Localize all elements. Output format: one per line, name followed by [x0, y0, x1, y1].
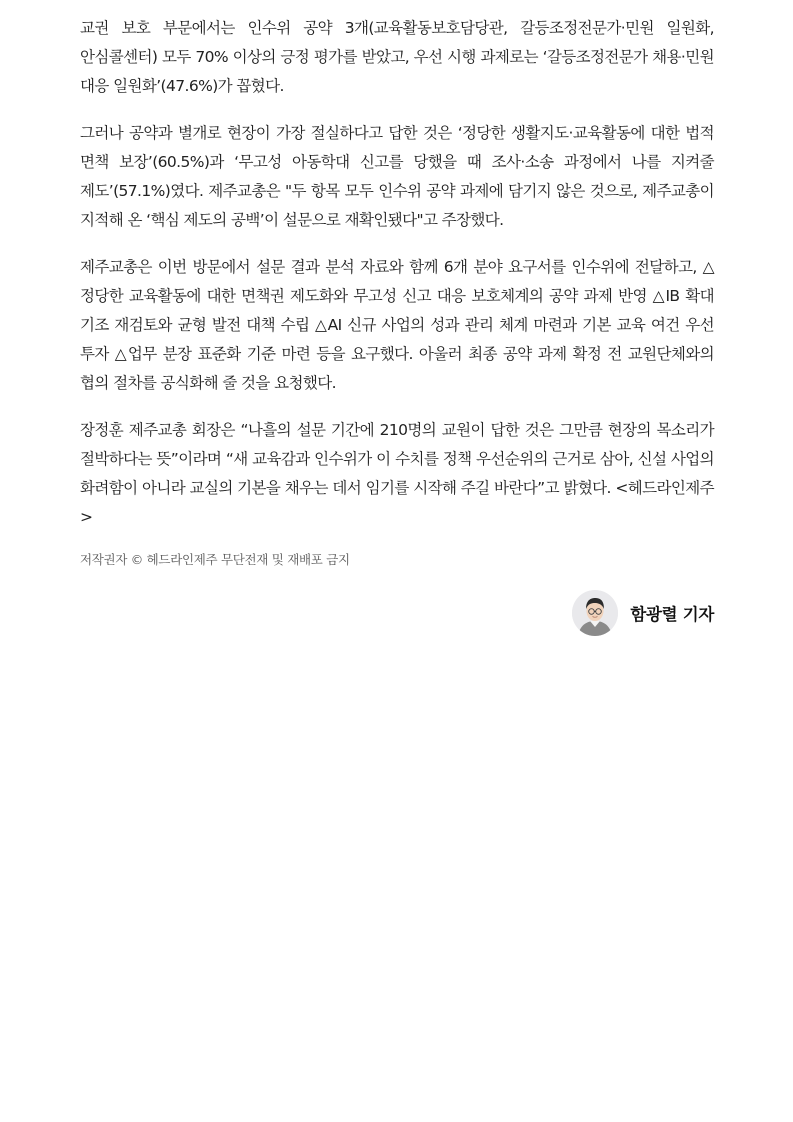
article-paragraph: 그러나 공약과 별개로 현장이 가장 절실하다고 답한 것은 ‘정당한 생활지도·교육활동에 대한 법적 면책 보장’(60.5%)과 ‘무고성 아동학대 신고를 당했을 때 조사·소송 과정에서 나를 지켜줄 제도’(57.1%)였다. 제주교총은 "두 항목 모두 인수위 공약 과제에 담기지 않은 것으로, 제주교총이 지적해 온 ‘핵심 제도의 공백’이 설문으로 재확인됐다"고 주장했다.	[80, 124, 714, 229]
reporter-byline[interactable]	[80, 590, 714, 636]
reporter-name[interactable]: 함광렬 기자	[630, 605, 714, 624]
reporter-photo-icon	[572, 590, 618, 636]
article-paragraph: 교권 보호 부문에서는 인수위 공약 3개(교육활동보호담당관, 갈등조정전문가·민원 일원화, 안심콜센터) 모두 70% 이상의 긍정 평가를 받았고, 우선 시행 과제로는 ‘갈등조정전문가 채용·민원 대응 일원화’(47.6%)가 꼽혔다.	[80, 19, 714, 95]
article-paragraph: 장정훈 제주교총 회장은 “나흘의 설문 기간에 210명의 교원이 답한 것은 그만큼 현장의 목소리가 절박하다는 뜻”이라며 “새 교육감과 인수위가 이 수치를 정책 우선순위의 근거로 삼아, 신설 사업의 화려함이 아니라 교실의 기본을 채우는 데서 임기를 시작해 주길 바란다”고 밝혔다. <헤드라인제주>	[80, 421, 714, 526]
reporter-avatar[interactable]	[572, 590, 618, 636]
article-paragraph: 제주교총은 이번 방문에서 설문 결과 분석 자료와 함께 6개 분야 요구서를 인수위에 전달하고, △정당한 교육활동에 대한 면책권 제도화와 무고성 신고 대응 보호체계의 공약 과제 반영 △IB 확대 기조 재검토와 균형 발전 대책 수립 △AI 신규 사업의 성과 관리 체계 마련과 기본 교육 여건 우선 투자 △업무 분장 표준화 기준 마련 등을 요구했다. 아울러 최종 공약 과제 확정 전 교원단체와의 협의 절차를 공식화해 줄 것을 요청했다.	[80, 258, 714, 392]
article-body	[80, 14, 714, 636]
copyright-notice: 저작권자 © 헤드라인제주 무단전재 및 재배포 금지	[80, 552, 350, 567]
